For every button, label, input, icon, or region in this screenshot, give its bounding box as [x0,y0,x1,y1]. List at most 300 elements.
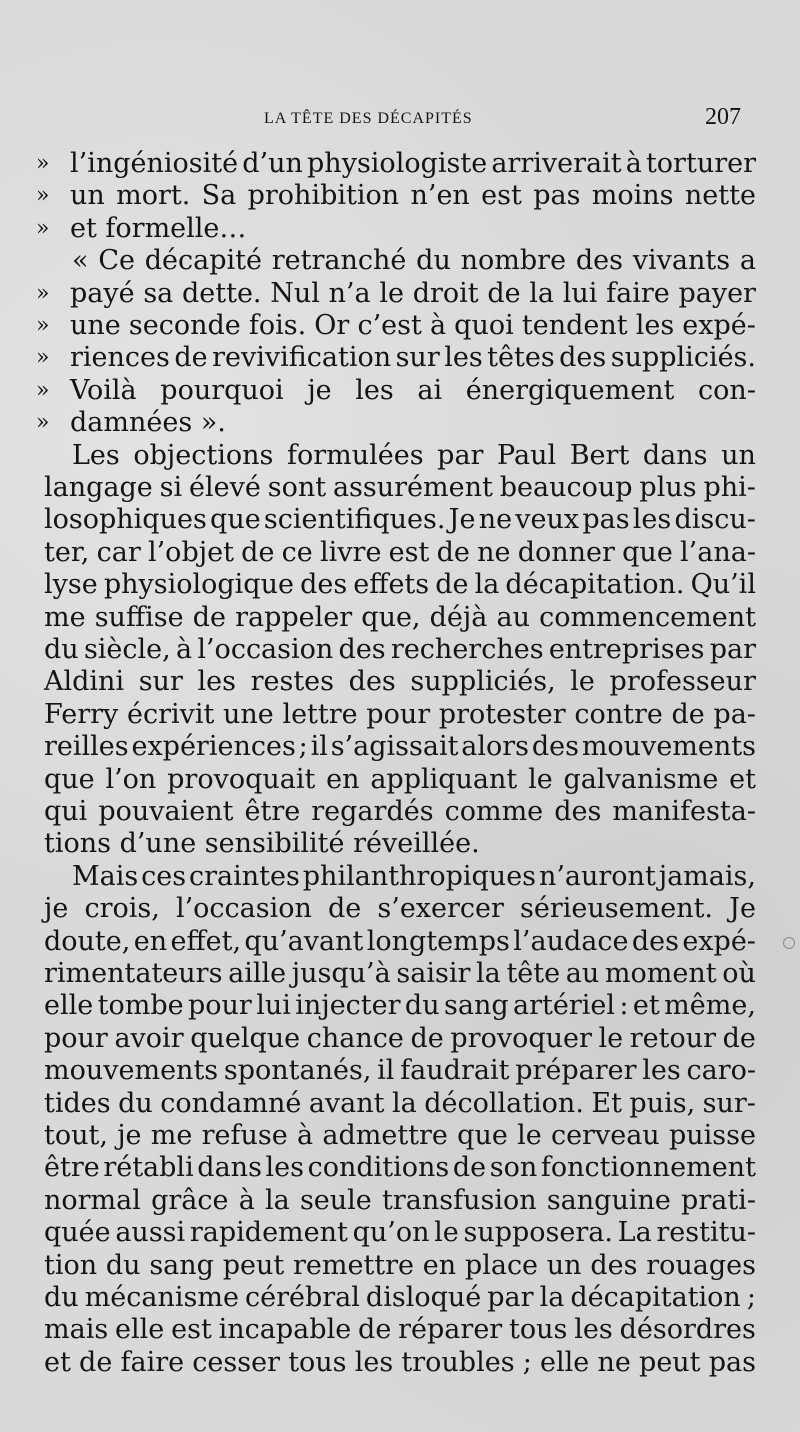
word: alors [461,731,530,762]
word: ; [522,1347,532,1378]
word: à [625,148,642,179]
word: il [310,731,328,762]
running-head [0,104,800,134]
quote-mark: » [36,281,50,306]
word: restes [250,666,335,697]
word: fonctionnement [540,1152,756,1183]
word: condamné [160,1088,302,1119]
word: une [70,310,121,341]
word: au [496,602,530,633]
word: veux [515,504,580,535]
word: Mais [72,861,139,892]
word: objections [133,440,274,471]
word: reilles [44,731,129,762]
word: décapité [144,245,262,276]
word: craintes [189,861,300,892]
word: discu- [674,504,756,535]
word: que [210,504,261,535]
word: torturer [645,148,756,179]
word: mort. [116,180,191,211]
word: décapitation. [505,569,685,600]
word: de [174,342,208,373]
word: Paul [497,440,557,471]
word: beaucoup [499,472,633,503]
line-text [44,1055,756,1087]
word: con- [698,375,756,406]
word: les [574,1314,613,1345]
word: du [404,990,440,1021]
word: je [44,893,69,924]
word: s’exercer [377,893,504,924]
word: revivification [212,342,392,373]
word: vivants [632,245,731,276]
word: rappeler [235,602,353,633]
word: cerveau [550,1120,660,1151]
word: La [617,1217,652,1248]
word: assurément [332,472,493,503]
word: un [546,1250,582,1281]
line-text [72,440,756,472]
word: des [559,342,607,373]
text-line [0,926,800,958]
word: professeur [609,666,756,697]
word: lui [256,990,291,1021]
word: l’occasion [197,634,334,665]
word: retour [629,1023,717,1054]
line-text [44,1347,756,1379]
text-line [0,1217,800,1249]
word: de [328,893,362,924]
word: est [481,180,522,211]
word: la [474,569,500,600]
line-text [44,504,756,536]
word: effet, [170,926,242,957]
text-line [0,1347,800,1379]
word: réparer [398,1314,503,1345]
word: peut [639,1347,701,1378]
word: qui [44,796,88,827]
word: les [265,1152,305,1183]
word: scientifiques. [263,504,446,535]
word: pas [582,504,630,535]
word: des [575,245,623,276]
word: je [307,375,332,406]
line-text [70,148,756,180]
word: énergiquement [465,375,675,406]
word: Et [591,1088,622,1119]
word: que, [361,602,421,633]
text-line [0,1088,800,1120]
word: Bert [569,440,630,471]
quote-mark: » [36,151,50,176]
word: Or [314,310,350,341]
word: les [632,504,672,535]
word: que [457,1120,508,1151]
word: de [192,602,226,633]
line-text [70,310,756,342]
word: les [635,310,675,341]
word: sur- [702,1088,756,1119]
line-text [72,245,756,277]
word: Qu’il [690,569,756,600]
word: tous [509,1314,568,1345]
word: préparer [515,1055,637,1086]
word: des [631,926,679,957]
word: conditions [307,1152,450,1183]
word: si [159,472,183,503]
word: les [197,666,236,697]
word: rimentateurs [44,958,223,989]
word: Ferry [44,699,119,730]
word: manifesta- [612,796,756,827]
text-line [0,634,800,666]
word: nombre [460,245,567,276]
word: chance [306,1023,404,1054]
word: en [422,1250,457,1281]
word: le [517,1120,542,1151]
word: faire [606,278,670,309]
word: de [79,1347,113,1378]
line-text [44,1314,756,1346]
word: prohibition [247,180,400,211]
word: être [244,796,301,827]
word: pourquoi [160,375,284,406]
line-text [44,764,756,796]
word: donner [517,537,615,568]
word: : [619,990,629,1021]
word: un [721,440,756,471]
word: moment [604,958,717,989]
word: sur [138,666,183,697]
line-text [44,699,756,731]
word: commencement [539,602,756,633]
word: décollation. [424,1088,584,1119]
text-line [0,699,800,731]
word: appliquant [370,764,518,795]
word: effets [353,569,430,600]
word: par [437,440,484,471]
word: à [429,310,447,341]
word: de [671,699,705,730]
word: « [72,245,89,276]
word: des [348,666,396,697]
word: l’audace [513,926,629,957]
word: la [265,1185,290,1216]
word: des [531,731,579,762]
word: riences [70,342,170,373]
word: en [326,764,360,795]
line-text [70,375,756,407]
word: prati- [681,1185,756,1216]
word: grâce [151,1185,229,1216]
word: expériences [131,731,296,762]
word: ; [298,731,308,762]
word: galvanisme [563,764,719,795]
word: siècle, [83,634,171,665]
word: de [358,1314,392,1345]
word: Je [448,504,476,535]
word: les [354,1347,394,1378]
word: lyse [44,569,98,600]
line-text [44,958,756,990]
word: crois, [84,893,160,924]
quote-mark: » [36,410,50,435]
word: plus [639,472,697,503]
text-line [0,731,800,763]
word: Nul [270,278,320,309]
word: écrivit [126,699,215,730]
text-line [0,180,800,212]
text-line [0,1185,800,1217]
word: moins [591,180,674,211]
text-line [0,504,800,536]
text-line [0,278,800,310]
word: têtes [487,342,555,373]
word: d’un [242,148,303,179]
word: supposera. [463,1217,613,1248]
line-text [44,1217,756,1249]
word: pour [188,990,252,1021]
text-line [0,1152,800,1184]
word: physiologiste [307,148,488,179]
line-text [44,1023,756,1055]
word: admettre [322,1120,448,1151]
text-line [0,537,800,569]
word: mouvements [581,731,756,762]
word: sa [143,278,174,309]
word: cérébral [244,1282,360,1313]
word: pa- [713,699,756,730]
word: l’on [105,764,157,795]
word: recherches [390,634,544,665]
word: dette. [181,278,262,309]
word: droit [412,278,479,309]
line-text [44,893,756,925]
word: une [223,699,274,730]
word: arriverait [491,148,622,179]
word: mais [44,1314,109,1345]
word: sont [267,472,327,503]
word: de [435,569,469,600]
quote-mark: » [36,183,50,208]
text-line [0,861,800,893]
line-text [44,990,756,1022]
word: quée [44,1217,111,1248]
word: l’occasion [175,893,312,924]
word: normal [44,1185,141,1216]
word: comme [444,796,544,827]
line-text [44,569,756,601]
word: suffise [94,602,184,633]
word: Je [729,893,756,924]
running-title: LA TÊTE DES DÉCAPITÉS [264,110,473,127]
word: retranché [271,245,407,276]
word: la [391,1088,417,1119]
text-line [0,828,800,860]
line-text [44,634,756,666]
word: le [598,1023,624,1054]
word: faire [120,1347,185,1378]
text-line [0,342,800,374]
word: spontanés, [223,1055,372,1086]
word: regardés [311,796,434,827]
word: et [632,990,660,1021]
word: cesser [192,1347,280,1378]
word: de [452,1152,487,1183]
word: l’ana- [680,537,756,568]
quote-mark: » [36,313,50,338]
line-text [44,796,756,828]
word: puisse [668,1120,756,1151]
word: des [338,634,386,665]
word: ; [746,1282,756,1313]
word: fois. [248,310,307,341]
word: de [722,1023,756,1054]
word: elle [44,990,94,1021]
word: être [44,1152,100,1183]
text-line [0,990,800,1022]
word: refuse [201,1120,288,1151]
word: tion [44,1250,98,1281]
word: Sa [201,180,237,211]
word: décapitation [570,1282,741,1313]
line-text [44,1250,756,1282]
word: les [642,1055,681,1086]
word: rétabli [103,1152,194,1183]
word: et [729,764,756,795]
text-line [0,472,800,504]
word: expé- [682,310,756,341]
word: Ce [98,245,135,276]
word: tides [44,1088,111,1119]
word: où [722,958,756,989]
word: élevé [189,472,261,503]
word: s’agissait [330,731,459,762]
word: formulées [286,440,424,471]
word: du [44,1282,79,1313]
word: par [709,634,756,665]
word: sanguine [546,1185,671,1216]
word: du [118,1088,153,1119]
text-line [0,666,800,698]
word: transfusion [381,1185,537,1216]
word: par [487,1282,534,1313]
word: des [590,1250,638,1281]
word: qu’on [352,1217,430,1248]
word: ne [477,537,511,568]
word: avoir [114,1023,184,1054]
text-line [0,796,800,828]
text-line [0,440,800,472]
word: suppliciés, [410,666,556,697]
word: du [105,1250,141,1281]
text-line [0,602,800,634]
word: ce [281,537,313,568]
text-line [0,1250,800,1282]
word: entreprises [548,634,705,665]
word: suppliciés. [610,342,756,373]
text-line [0,407,800,439]
word: philanthropiques [302,861,537,892]
word: payé [70,278,135,309]
line-text [44,602,756,634]
word: le [434,1217,459,1248]
text-line [0,569,800,601]
word: puis, [629,1088,696,1119]
word: et [44,1347,71,1378]
line-text: et formelle… [70,213,247,244]
quote-mark: » [36,378,50,403]
text-line [0,310,800,342]
page-number: 207 [705,104,741,130]
word: saisir [396,958,471,989]
word: provoquer [450,1023,592,1054]
word: pas [708,1347,756,1378]
word: n’auront [538,861,656,892]
quote-mark: » [36,345,50,370]
word: langage [44,472,153,503]
word: me [44,602,86,633]
word: tendent [521,310,628,341]
text-line [0,958,800,990]
word: que [44,764,95,795]
word: du [416,245,451,276]
word: lui [562,278,598,309]
line-text [44,1282,756,1314]
word: sérieusement. [520,893,714,924]
word: de [410,1023,444,1054]
paper-speck [783,937,795,949]
word: tous [288,1347,347,1378]
word: remettre [292,1250,415,1281]
line-text [44,1088,756,1120]
text-line [0,1023,800,1055]
word: incapable [218,1314,352,1345]
text-line [0,1282,800,1314]
line-text [44,1120,756,1152]
word: aussi [115,1217,186,1248]
word: protester [438,699,566,730]
word: est [171,1314,212,1345]
word: tout, [44,1120,108,1151]
word: aille [228,958,287,989]
word: à [297,1120,314,1151]
word: les [355,375,394,406]
word: du [44,634,79,665]
word: restitu- [656,1217,756,1248]
word: Voilà [70,375,137,406]
word: disloqué [365,1282,482,1313]
word: artériel [513,990,616,1021]
word: caro- [686,1055,756,1086]
word: car [96,537,141,568]
word: son [489,1152,538,1183]
word: elle [115,1314,165,1345]
word: n’en [410,180,470,211]
word: l’objet [147,537,234,568]
text-line [0,245,800,277]
word: troubles [401,1347,515,1378]
word: me [150,1120,193,1151]
word: je [117,1120,142,1151]
word: rouages [646,1250,756,1281]
word: la [529,278,555,309]
text-line [0,213,800,245]
line-text [44,472,756,504]
word: avant [308,1088,385,1119]
word: lettre [282,699,358,730]
line-text [44,537,756,569]
